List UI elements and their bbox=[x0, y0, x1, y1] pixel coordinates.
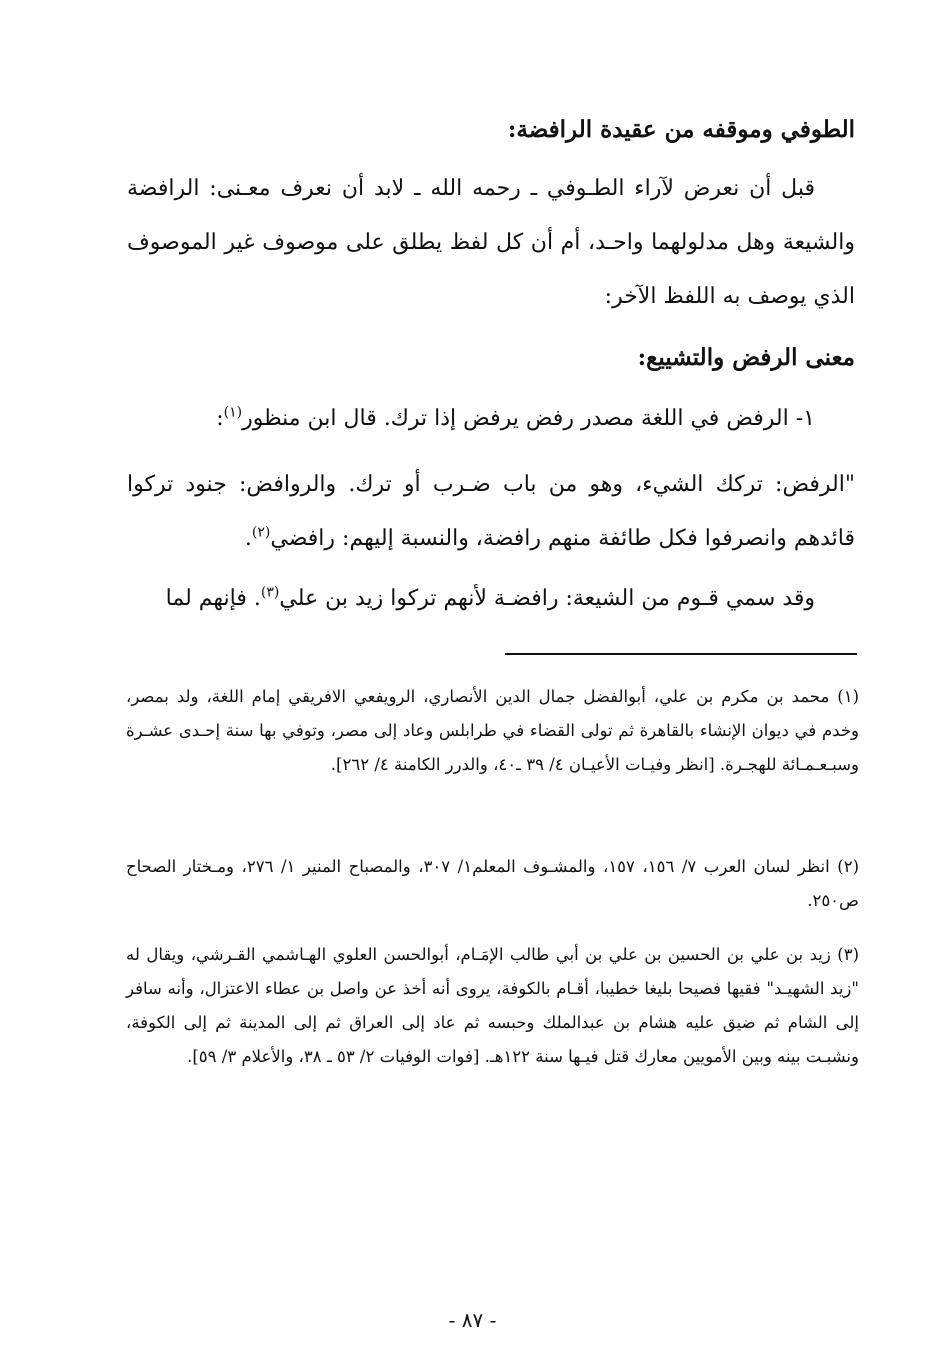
footnote-text: زيد بن علي بن الحسين بن علي بن أبي طالب الإمَـام، أبوالحسن العلوي الهـاشمي القـرشي، ويقال له "زيد الشهيـد" فقيها فصيحا بليغا خطيبا، أقـام بالكوفة، يروى أنه أخذ عن واصل بن عطاء الاعتزال، وأنه سافر إلى الشام ثم ضيق عليه هشام بن عبدالملك وحبسه ثم عاد إلى العراق ثم إلى المدينة ثم إلى الكوفة، ونشبـت بينه وبين الأمويين معارك قتل فيـها سنة ١٢٢هـ. [فوات الوفيات ٢/ ٥٣ ـ ٣٨، والأعلام ٣/ ٥٩]. bbox=[126, 945, 859, 1066]
footnote-ref-1: (١) bbox=[223, 404, 243, 421]
footnote-marker: (٣) bbox=[837, 945, 860, 964]
section-title: الطوفي وموقفه من عقيدة الرافضة: bbox=[507, 116, 855, 143]
quote-text: "الرفض: تركك الشيء، وهو من باب ضـرب أو ترك. والروافض: جنود تركوا قائدهم وانصرفوا فكل طائفة منهم رافضة، والنسبة إليهم: رافضي bbox=[127, 472, 855, 551]
page-number: - ٨٧ - bbox=[448, 1308, 497, 1332]
subheading: معنى الرفض والتشييع: bbox=[637, 344, 855, 371]
item1-text: ١- الرفض في اللغة مصدر رفض يرفض إذا ترك. قال ابن منظور bbox=[242, 406, 815, 431]
quote-paragraph bbox=[127, 458, 855, 566]
definition-item-1 bbox=[127, 392, 855, 446]
footnote-3 bbox=[126, 938, 859, 1074]
footnote-1 bbox=[126, 680, 859, 782]
footnote-ref-2: (٢) bbox=[251, 524, 271, 541]
para3-end: . فإنهم لما bbox=[165, 586, 261, 611]
paragraph-3 bbox=[127, 572, 855, 626]
para3-start: وقد سمي قـوم من الشيعة: رافضـة لأنهم تركوا زيد بن علي bbox=[279, 586, 815, 611]
quote-end: . bbox=[244, 526, 252, 551]
item1-end: : bbox=[216, 406, 224, 431]
footnote-marker: (٢) bbox=[837, 857, 860, 876]
footnote-text: انظر لسان العرب ٧/ ١٥٦، ١٥٧، والمشـوف المعلم١/ ٣٠٧، والمصباح المنير ١/ ٢٧٦، ومـختار الصحاح ص٢٥٠. bbox=[126, 857, 859, 910]
footnote-text: محمد بن مكرم بن علي، أبوالفضل جمال الدين الأنصاري، الرويفعي الافريقي إمام اللغة، ولد بمصر، وخدم في ديوان الإنشاء بالقاهرة ثم تولى القضاء في طرابلس وعاد إلى مصر، وتوفي بها سنة إحـدى عشـرة وسبـعـمـائة للهجـرة. [انظر وفيـات الأعيـان ٤/ ٣٩ ـ٤٠، والدرر الكامنة ٤/ ٢٦٢]. bbox=[126, 687, 859, 774]
footnote-separator bbox=[505, 653, 857, 655]
footnote-ref-3: (٣) bbox=[260, 584, 280, 601]
intro-paragraph: قبل أن نعرض لآراء الطـوفي ـ رحمه الله ـ لابد أن نعرف معـنى: الرافضة والشيعة وهل مدلولهما واحـد، أم أن كل لفظ يطلق على موصوف غير الموصوف الذي يوصف به اللفظ الآخر: bbox=[127, 176, 855, 309]
footnote-marker: (١) bbox=[837, 687, 859, 706]
footnote-2 bbox=[126, 850, 859, 918]
